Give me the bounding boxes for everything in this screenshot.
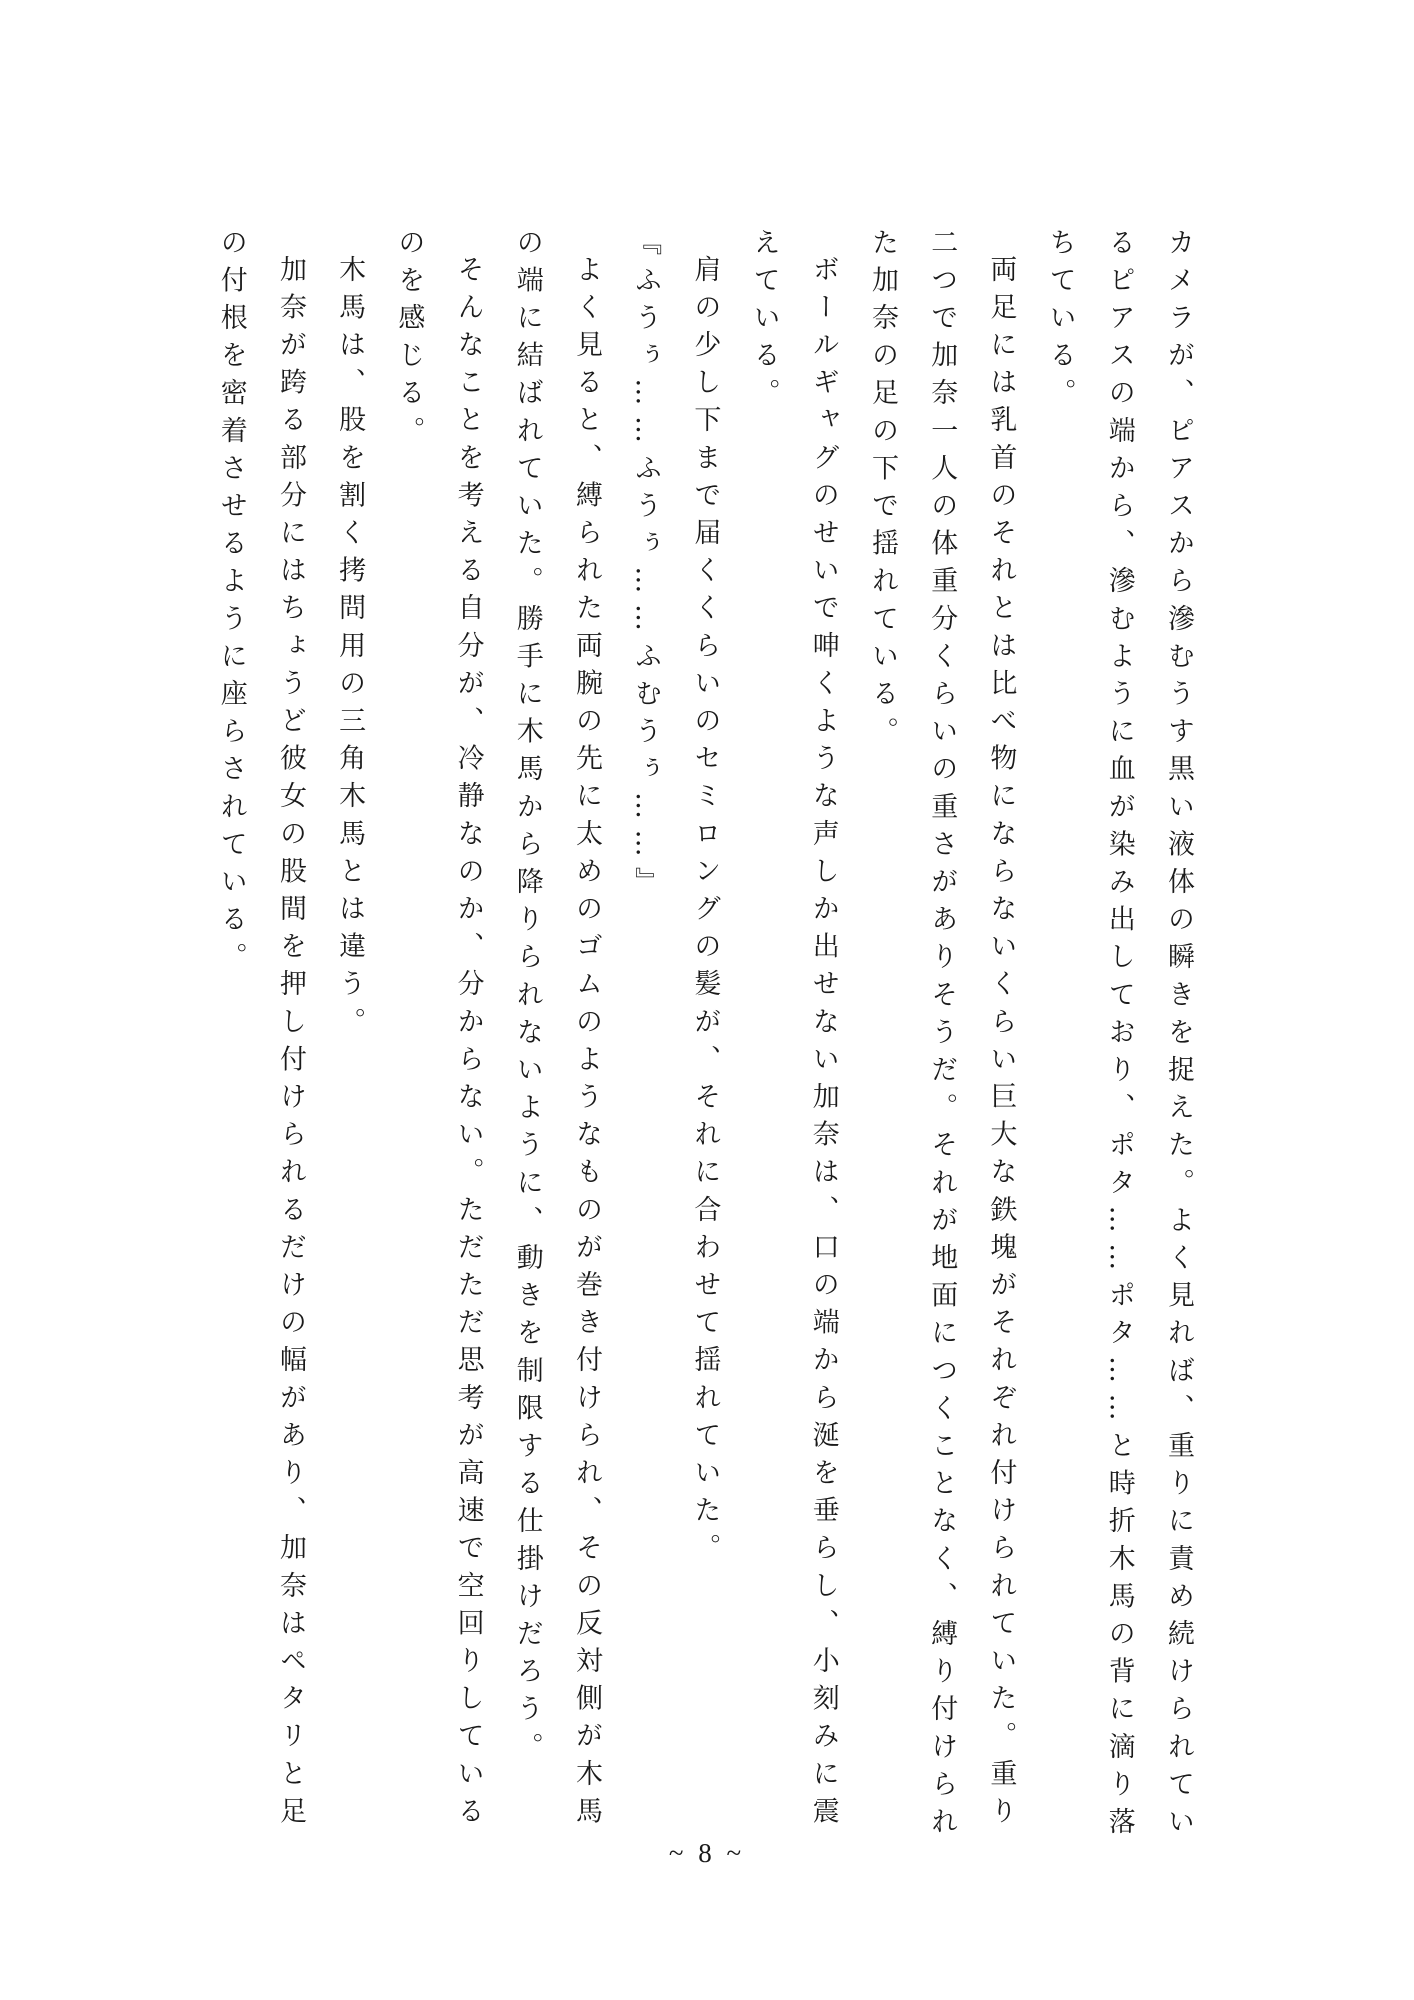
paragraph: そんなことを考える自分が、冷静なのか、分からない。ただただ思考が高速で空回りしているのを感じる。 xyxy=(393,228,484,1835)
paragraph: 肩の少し下まで届くくらいのセミロングの髪が、それに合わせて揺れていた。 xyxy=(689,255,721,1571)
paragraph: よく見ると、縛られた両腕の先に太めのゴムのようなものが巻き付けられ、その反対側が木馬の端に結ばれていた。勝手に木馬から降りられないように、動きを制限する仕掛けだろう。 xyxy=(511,228,602,1835)
paragraph: 木馬は、股を割く拷問用の三角木馬とは違う。 xyxy=(334,255,366,1045)
dialogue-line: 『ふうぅ……ふうぅ……ふむうぅ……』 xyxy=(630,228,662,905)
vertical-text-body xyxy=(202,228,1208,1848)
page-number: ~ 8 ~ xyxy=(668,1838,746,1868)
paragraph: 加奈が跨る部分にはちょうど彼女の股間を押し付けられるだけの幅があり、加奈はペタリと足の付根を密着させるように座らされている。 xyxy=(215,228,306,1835)
paragraph: ボールギャグのせいで呻くような声しか出せない加奈は、口の端から涎を垂らし、小刻みに震えている。 xyxy=(748,228,839,1835)
paragraph: 両足には乳首のそれとは比べ物にならないくらい巨大な鉄塊がそれぞれ付けられていた。重り二つで加奈一人の体重分くらいの重さがありそうだ。それが地面につくことなく、縛り付けられた加奈の足の下で揺れている。 xyxy=(866,228,1017,1845)
paragraph: カメラが、ピアスから滲むうす黒い液体の瞬きを捉えた。よく見れば、重りに責め続けられているピアスの端から、滲むように血が染み出しており、ポタ……ポタ……と時折木馬の背に滴り落ちている。 xyxy=(1044,228,1194,1845)
